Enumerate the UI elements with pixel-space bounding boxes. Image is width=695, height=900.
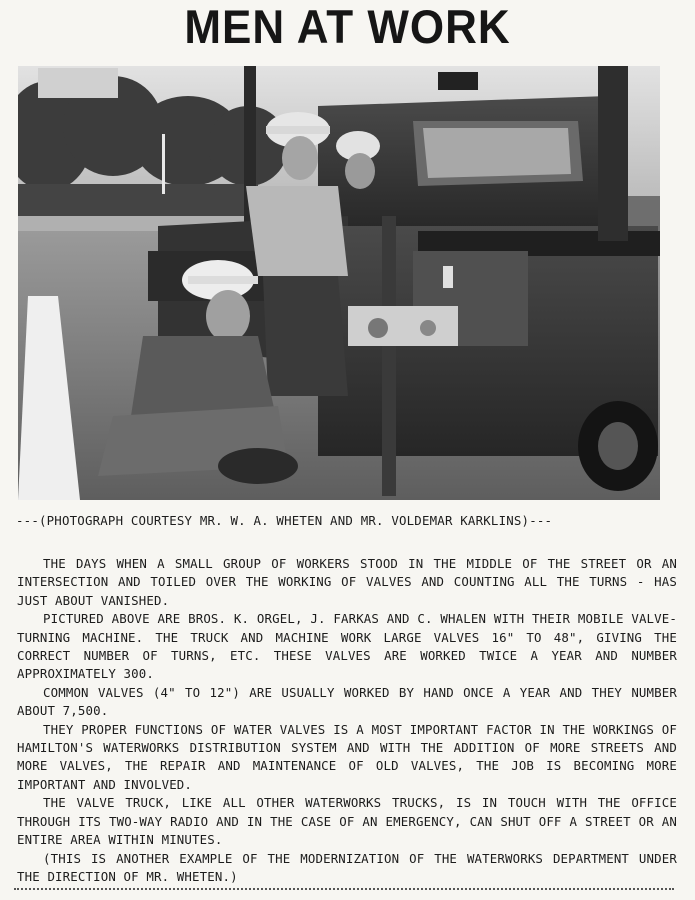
photo-caption: ---(PHOTOGRAPH COURTESY MR. W. A. WHETEN AND MR. VOLDEMAR KARKLINS)--- — [16, 513, 553, 528]
article-body — [17, 555, 677, 886]
paragraph: THE VALVE TRUCK, LIKE ALL OTHER WATERWORKS TRUCKS, IS IN TOUCH WITH THE OFFICE THROUGH ITS TWO-WAY RADIO AND IN THE CASE OF AN EMERGENCY, CAN SHUT OFF A STREET OR AN ENTIRE AREA WITHIN MINUTES. — [17, 795, 677, 848]
paragraph: (THIS IS ANOTHER EXAMPLE OF THE MODERNIZATION OF THE WATERWORKS DEPARTMENT UNDER THE DIRECTION OF MR. WHETEN.) — [17, 850, 677, 884]
paragraph: THEY PROPER FUNCTIONS OF WATER VALVES IS A MOST IMPORTANT FACTOR IN THE WORKINGS OF HAMILTON'S WATERWORKS DISTRIBUTION SYSTEM AND WITH THE ADDITION OF MORE STREETS AND MORE VALVES, THE REPAIR AND MAINTENANCE OF OLD VALVES, THE JOB IS BECOMING MORE IMPORTANT AND INVOLVED. — [17, 721, 677, 792]
paragraph: COMMON VALVES (4" TO 12") ARE USUALLY WORKED BY HAND ONCE A YEAR AND THEY NUMBER ABOUT 7,500. — [17, 684, 677, 719]
paragraph: PICTURED ABOVE ARE BROS. K. ORGEL, J. FARKAS AND C. WHALEN WITH THEIR MOBILE VALVE-TURNING MACHINE. THE TRUCK AND MACHINE WORK LARGE VALVES 16" TO 48", GIVING THE CORRECT NUMBER OF TURNS, ETC. THESE VALVES ARE WORKED TWICE A YEAR AND NUMBER APPROXIMATELY 300. — [17, 611, 677, 682]
headline: MEN AT WORK — [184, 0, 511, 54]
photograph — [18, 66, 660, 500]
photograph-illustration — [18, 66, 660, 500]
bottom-rule — [14, 888, 674, 890]
paragraph: THE DAYS WHEN A SMALL GROUP OF WORKERS STOOD IN THE MIDDLE OF THE STREET OR AN INTERSECTION AND TOILED OVER THE WORKING OF VALVES AND COUNTING ALL THE TURNS - HAS JUST ABOUT VANISHED. — [17, 556, 677, 608]
